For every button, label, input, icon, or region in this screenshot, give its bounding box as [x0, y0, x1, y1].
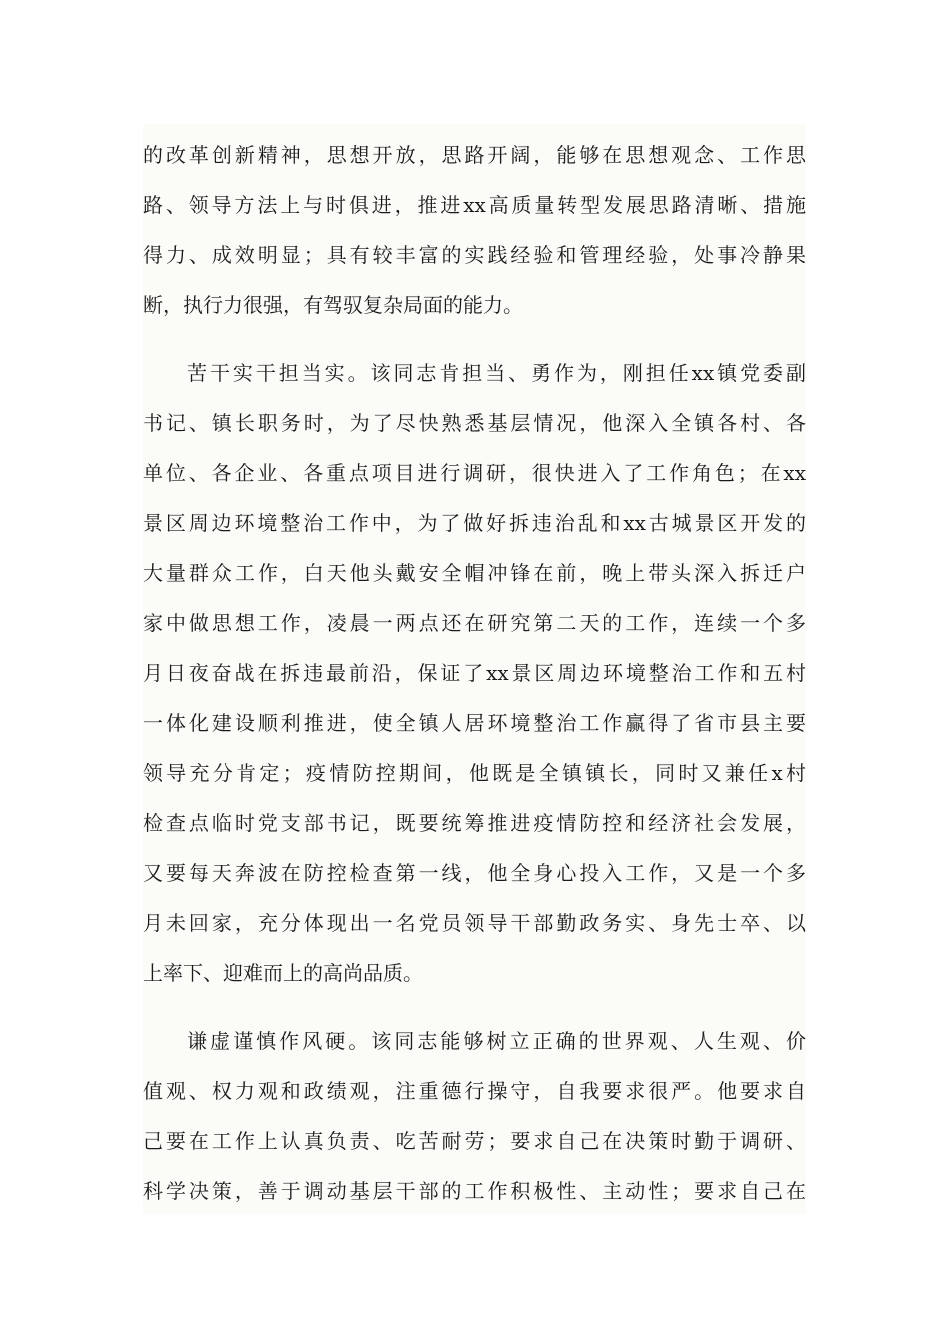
text-line: 谦虚谨慎作风硬。该同志能够树立正确的世界观、人生观、价 — [187, 1029, 806, 1053]
text-line: 断，执行力很强，有驾驭复杂局面的能力。 — [143, 293, 523, 317]
text-body — [143, 124, 806, 1214]
text-line: 科学决策，善于调动基层干部的工作积极性、主动性；要求自己在 — [143, 1179, 806, 1203]
text-line: 检查点临时党支部书记，既要统筹推进疫情防控和经济社会发展， — [143, 811, 806, 835]
paragraph-reform-spirit — [143, 130, 806, 330]
text-line: 的改革创新精神，思想开放，思路开阔，能够在思想观念、工作思 — [143, 143, 806, 167]
text-line: 苦干实干担当实。该同志肯担当、勇作为，刚担任xx镇党委副 — [187, 361, 806, 385]
text-line: 一体化建设顺利推进，使全镇人居环境整治工作赢得了省市县主要 — [143, 711, 806, 735]
text-line: 路、领导方法上与时俱进，推进xx高质量转型发展思路清晰、措施 — [143, 193, 806, 217]
text-line: 大量群众工作，白天他头戴安全帽冲锋在前，晚上带头深入拆迁户 — [143, 561, 806, 585]
text-line: 己要在工作上认真负责、吃苦耐劳；要求自己在决策时勤于调研、 — [143, 1129, 806, 1153]
paragraph-modest-conduct — [143, 1016, 806, 1216]
text-line: 书记、镇长职务时，为了尽快熟悉基层情况，他深入全镇各村、各 — [143, 411, 806, 435]
text-line: 家中做思想工作，凌晨一两点还在研究第二天的工作，连续一个多 — [143, 611, 806, 635]
text-line: 景区周边环境整治工作中，为了做好拆违治乱和xx古城景区开发的 — [143, 511, 806, 535]
paragraph-hard-work — [143, 348, 806, 998]
text-line: 值观、权力观和政绩观，注重德行操守，自我要求很严。他要求自 — [143, 1079, 806, 1103]
text-line: 领导充分肯定；疫情防控期间，他既是全镇镇长，同时又兼任x村 — [143, 761, 806, 785]
text-line: 月日夜奋战在拆违最前沿，保证了xx景区周边环境整治工作和五村 — [143, 661, 806, 685]
text-line: 单位、各企业、各重点项目进行调研，很快进入了工作角色；在xx — [143, 461, 806, 485]
text-line: 月未回家，充分体现出一名党员领导干部勤政务实、身先士卒、以 — [143, 911, 806, 935]
text-line: 上率下、迎难而上的高尚品质。 — [143, 961, 423, 985]
text-line: 得力、成效明显；具有较丰富的实践经验和管理经验，处事冷静果 — [143, 243, 806, 267]
text-line: 又要每天奔波在防控检查第一线，他全身心投入工作，又是一个多 — [143, 861, 806, 885]
